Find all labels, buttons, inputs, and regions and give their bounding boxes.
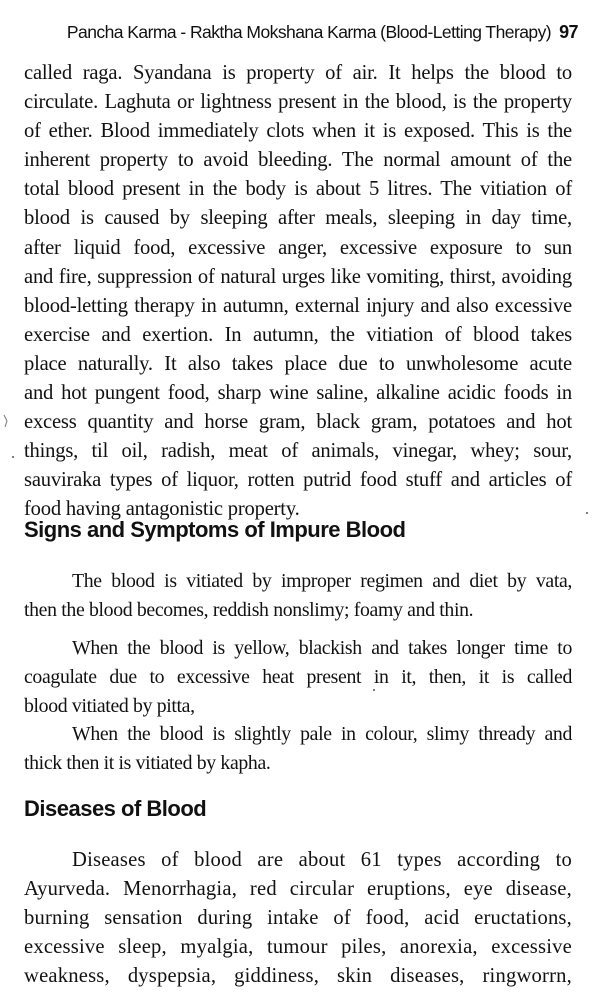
scan-mark — [3, 414, 11, 428]
text-line: excessive sleep, myalgia, tumour piles, anorexia, excessive — [24, 936, 572, 959]
text-line: When the blood is slightly pale in colour, slimy thready and — [72, 723, 572, 745]
text-line: called raga. Syandana is property of air. It helps the blood to — [24, 62, 572, 84]
text-line: Diseases of blood are about 61 types according to — [72, 849, 572, 871]
text-line: total blood present in the body is about 5 litres. The vitiation of — [24, 178, 572, 201]
text-line: blood vitiated by pitta, — [24, 695, 195, 718]
text-line: When the blood is yellow, blackish and takes longer time to — [72, 637, 572, 659]
running-header — [28, 22, 578, 48]
paragraph-pitta — [24, 634, 572, 721]
text-line: Ayurveda. Menorrhagia, red circular eruptions, eye disease, — [24, 878, 572, 901]
scan-speck — [586, 512, 588, 514]
text-line: blood-letting therapy in autumn, external injury and also excessive — [24, 294, 572, 317]
paragraph-blood-properties — [24, 59, 572, 525]
scan-speck — [12, 456, 14, 458]
text-line: and hot pungent food, sharp wine saline, alkaline acidic foods in — [24, 382, 572, 405]
text-line: things, til oil, radish, meat of animals, vinegar, whey; sour, — [24, 440, 572, 463]
text-line: excess quantity and horse gram, black gram, potatoes and hot — [24, 411, 572, 434]
text-line: place naturally. It also takes place due to unwholesome acute — [24, 352, 572, 375]
text-line: coagulate due to excessive heat present in it, then, it is called — [24, 666, 572, 689]
text-line: The blood is vitiated by improper regimen and diet by vata, — [72, 570, 572, 592]
text-line: blood is caused by sleeping after meals, sleeping in day time, — [24, 207, 572, 230]
page-number: 97 — [559, 22, 578, 42]
paragraph-diseases — [24, 846, 572, 991]
text-line: burning sensation during intake of food, acid eructations, — [24, 907, 572, 930]
text-line: after liquid food, excessive anger, excessive exposure to sun — [24, 236, 572, 259]
scan-speck — [373, 689, 375, 691]
text-line: of ether. Blood immediately clots when it is exposed. This is the — [24, 120, 572, 143]
text-line: sauviraka types of liquor, rotten putrid food stuff and articles of — [24, 469, 572, 492]
text-line: thick then it is vitiated by kapha. — [24, 752, 271, 775]
text-line: food having antagonistic property. — [24, 498, 300, 521]
text-line: exercise and exertion. In autumn, the vitiation of blood takes — [24, 323, 572, 346]
text-line: and fire, suppression of natural urges like vomiting, thirst, avoiding — [24, 265, 572, 288]
section-heading-diseases-of-blood: Diseases of Blood — [24, 796, 207, 821]
text-line: then the blood becomes, reddish nonslimy; foamy and thin. — [24, 599, 474, 622]
paragraph-vata — [24, 567, 572, 625]
paragraph-kapha — [24, 720, 572, 778]
text-line: weakness, dyspepsia, giddiness, skin diseases, ringworrn, — [24, 965, 572, 988]
section-heading-signs-symptoms: Signs and Symptoms of Impure Blood — [24, 517, 406, 542]
text-line: inherent property to avoid bleeding. The normal amount of the — [24, 149, 572, 172]
running-title: Pancha Karma - Raktha Mokshana Karma (Blood-Letting Therapy) — [66, 22, 552, 42]
text-line: circulate. Laghuta or lightness present in the blood, is the property — [24, 91, 572, 114]
